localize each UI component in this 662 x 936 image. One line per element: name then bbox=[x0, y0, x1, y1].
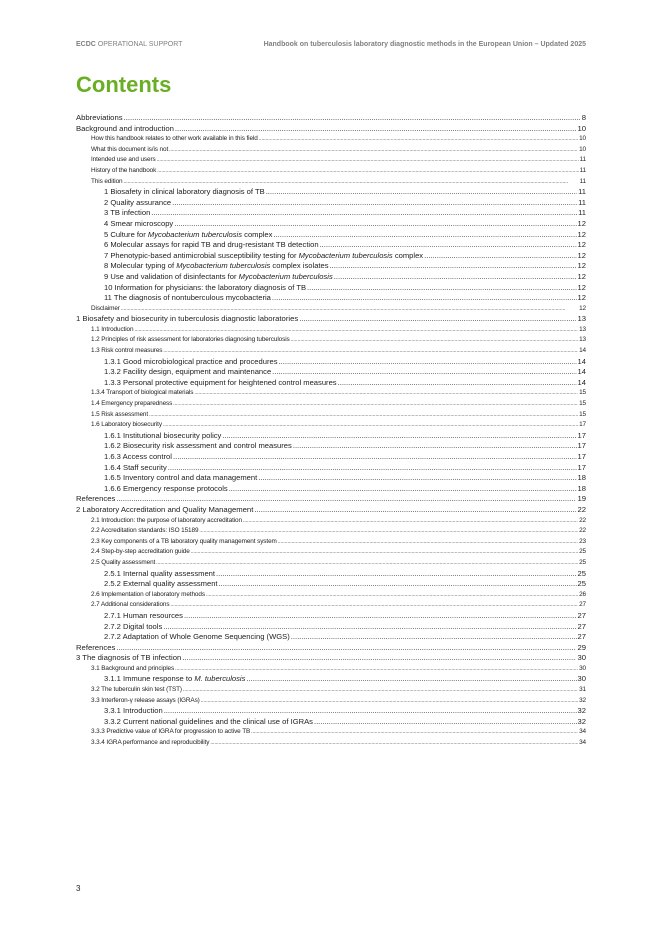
toc-leader-dots bbox=[194, 388, 578, 399]
toc-entry[interactable] bbox=[76, 632, 586, 643]
toc-entry-page: 14 bbox=[577, 377, 586, 387]
toc-entry-title: 1 Biosafety in clinical laboratory diagnosis of TB bbox=[104, 187, 265, 197]
toc-entry-title: How this handbook relates to other work available in this field bbox=[91, 135, 258, 143]
toc-entry[interactable] bbox=[76, 346, 586, 357]
toc-leader-dots bbox=[216, 569, 577, 580]
toc-entry[interactable] bbox=[76, 685, 586, 696]
toc-leader-dots bbox=[149, 410, 578, 421]
toc-entry-page: 11 bbox=[578, 197, 586, 207]
toc-leader-dots bbox=[121, 304, 578, 315]
toc-entry-title: 1.1 Introduction bbox=[91, 325, 134, 333]
toc-entry-title: This edition bbox=[91, 177, 123, 185]
toc-entry[interactable] bbox=[76, 569, 586, 580]
toc-leader-dots bbox=[123, 177, 578, 188]
toc-leader-dots bbox=[163, 420, 578, 431]
toc-entry-page: 22 bbox=[577, 504, 586, 514]
toc-entry-title: 4 Smear microscopy bbox=[104, 218, 174, 228]
toc-entry[interactable] bbox=[76, 304, 586, 315]
toc-entry-title: 7 Phenotypic-based antimicrobial susceptibility testing for Mycobacterium tuberculosis complex bbox=[104, 250, 424, 260]
toc-entry-title: 1.4 Emergency preparedness bbox=[91, 400, 173, 408]
toc-entry-title: 2.7.1 Human resources bbox=[104, 610, 183, 620]
toc-leader-dots bbox=[184, 611, 577, 622]
toc-entry-page: 22 bbox=[579, 527, 586, 535]
toc-entry[interactable] bbox=[76, 664, 586, 675]
toc-leader-dots bbox=[134, 325, 578, 336]
toc-entry-page: 11 bbox=[579, 177, 586, 185]
toc-entry-title: 2.5 Quality assessment bbox=[91, 558, 156, 566]
toc-entry-page: 12 bbox=[577, 271, 586, 281]
toc-entry-page: 17 bbox=[577, 452, 586, 461]
toc-leader-dots bbox=[157, 166, 578, 177]
toc-entry[interactable] bbox=[76, 484, 586, 495]
toc-leader-dots bbox=[183, 685, 578, 696]
toc-entry-title: 2.7.2 Adaptation of Whole Genome Sequencing (WGS) bbox=[104, 632, 290, 642]
toc-entry[interactable] bbox=[76, 283, 586, 294]
toc-entry-title: 3.3.1 Introduction bbox=[104, 706, 163, 716]
toc-leader-dots bbox=[258, 473, 576, 484]
toc-entry-page: 22 bbox=[579, 516, 586, 524]
toc-entry-page: 12 bbox=[577, 250, 586, 260]
toc-entry[interactable] bbox=[76, 187, 586, 198]
running-header bbox=[76, 41, 586, 48]
toc-entry[interactable] bbox=[76, 240, 586, 251]
toc-entry-title: 1.2 Principles of risk assessment for laboratories diagnosing tuberculosis bbox=[91, 336, 290, 344]
toc-entry-page: 11 bbox=[578, 208, 586, 218]
toc-entry[interactable] bbox=[76, 717, 586, 728]
toc-entry-page: 19 bbox=[577, 494, 586, 504]
toc-entry-page: 15 bbox=[579, 410, 586, 418]
toc-leader-dots bbox=[199, 526, 578, 537]
toc-entry-title: 2.7 Additional considerations bbox=[91, 601, 170, 609]
toc-entry-page: 17 bbox=[577, 441, 586, 451]
toc-entry-page: 13 bbox=[577, 314, 586, 324]
toc-entry-page: 14 bbox=[577, 356, 586, 366]
table-of-contents bbox=[76, 113, 586, 749]
toc-entry-title: 3.3.2 Current national guidelines and the clinical use of IGRAs bbox=[104, 716, 313, 726]
toc-leader-dots bbox=[168, 463, 577, 474]
toc-entry[interactable] bbox=[76, 134, 586, 145]
toc-entry-title: 11 The diagnosis of nontuberculous mycobacteria bbox=[104, 293, 271, 303]
toc-entry-title: 10 Information for physicians: the laboratory diagnosis of TB bbox=[104, 282, 307, 292]
toc-entry[interactable] bbox=[76, 643, 586, 654]
toc-entry-title: References bbox=[76, 494, 116, 504]
toc-leader-dots bbox=[191, 547, 578, 558]
toc-entry[interactable] bbox=[76, 452, 586, 463]
toc-entry[interactable] bbox=[76, 579, 586, 590]
toc-leader-dots bbox=[182, 653, 576, 664]
toc-entry-title: 1.5 Risk assessment bbox=[91, 410, 149, 418]
toc-leader-dots bbox=[206, 590, 578, 601]
toc-entry-page: 15 bbox=[579, 389, 586, 397]
toc-entry-page: 25 bbox=[579, 558, 586, 566]
toc-entry-page: 14 bbox=[577, 367, 586, 377]
toc-entry-page: 11 bbox=[579, 156, 586, 164]
toc-entry-title: Background and introduction bbox=[76, 123, 174, 133]
header-org: ECDC OPERATIONAL SUPPORT bbox=[76, 41, 183, 48]
toc-entry[interactable] bbox=[76, 505, 586, 516]
toc-entry[interactable] bbox=[76, 378, 586, 389]
toc-leader-dots bbox=[201, 696, 578, 707]
toc-leader-dots bbox=[124, 113, 581, 124]
toc-entry-title: 1.6.6 Emergency response protocols bbox=[104, 483, 228, 493]
toc-entry[interactable] bbox=[76, 674, 586, 685]
toc-entry[interactable] bbox=[76, 590, 586, 601]
toc-entry-page: 8 bbox=[581, 113, 586, 122]
toc-leader-dots bbox=[291, 632, 577, 643]
toc-entry-page: 27 bbox=[577, 610, 586, 620]
page-title: Contents bbox=[76, 72, 172, 97]
toc-entry-page: 30 bbox=[577, 674, 586, 684]
toc-entry-title: 3.1 Background and principles bbox=[91, 664, 175, 672]
toc-entry-page: 23 bbox=[579, 537, 586, 545]
toc-entry[interactable] bbox=[76, 388, 586, 399]
toc-entry-page: 32 bbox=[577, 716, 586, 726]
toc-leader-dots bbox=[293, 441, 577, 452]
toc-entry-page: 13 bbox=[579, 336, 586, 344]
toc-entry-page: 32 bbox=[577, 706, 586, 716]
toc-entry-page: 12 bbox=[577, 282, 586, 292]
toc-entry-title: 2 Laboratory Accreditation and Quality Management bbox=[76, 504, 254, 514]
toc-entry-page: 12 bbox=[577, 261, 586, 271]
toc-entry[interactable] bbox=[76, 155, 586, 166]
toc-leader-dots bbox=[254, 505, 576, 516]
toc-entry-title: 2.2 Accreditation standards: ISO 15189 bbox=[91, 527, 199, 535]
toc-entry[interactable] bbox=[76, 494, 586, 505]
toc-leader-dots bbox=[173, 452, 577, 463]
toc-entry-title: 3.2 The tuberculin skin test (TST) bbox=[91, 686, 182, 694]
toc-leader-dots bbox=[334, 272, 577, 283]
toc-entry-title: History of the handbook bbox=[91, 166, 157, 174]
toc-entry-title: 1.6 Laboratory biosecurity bbox=[91, 421, 162, 429]
toc-entry[interactable] bbox=[76, 335, 586, 346]
toc-entry-page: 27 bbox=[579, 601, 586, 609]
toc-entry-title: 1.6.5 Inventory control and data management bbox=[104, 473, 258, 483]
toc-entry-page: 13 bbox=[579, 325, 586, 333]
toc-leader-dots bbox=[229, 484, 577, 495]
toc-entry[interactable] bbox=[76, 293, 586, 304]
toc-entry[interactable] bbox=[76, 611, 586, 622]
toc-entry[interactable] bbox=[76, 325, 586, 336]
toc-entry[interactable] bbox=[76, 272, 586, 283]
toc-leader-dots bbox=[164, 706, 577, 717]
toc-entry-title: References bbox=[76, 642, 116, 652]
toc-entry-page: 25 bbox=[577, 568, 586, 578]
toc-entry-title: 1.3.2 Facility design, equipment and maintenance bbox=[104, 367, 272, 377]
toc-entry-title: 2.5.1 Internal quality assessment bbox=[104, 568, 216, 578]
toc-entry[interactable] bbox=[76, 431, 586, 442]
toc-entry[interactable] bbox=[76, 653, 586, 664]
toc-entry-page: 30 bbox=[577, 653, 586, 663]
toc-entry-title: 3 The diagnosis of TB infection bbox=[76, 653, 182, 663]
toc-entry-page: 34 bbox=[579, 739, 586, 747]
toc-entry-title: 3 TB infection bbox=[104, 208, 151, 218]
toc-entry-title: What this document is/is not bbox=[91, 145, 169, 153]
toc-entry-title: 1.3.1 Good microbiological practice and procedures bbox=[104, 356, 278, 366]
toc-entry-title: 2 Quality assurance bbox=[104, 197, 172, 207]
toc-entry-page: 25 bbox=[577, 579, 586, 589]
toc-leader-dots bbox=[175, 124, 577, 135]
toc-entry[interactable] bbox=[76, 399, 586, 410]
toc-leader-dots bbox=[173, 399, 578, 410]
toc-leader-dots bbox=[163, 346, 578, 357]
toc-leader-dots bbox=[299, 314, 576, 325]
toc-leader-dots bbox=[210, 738, 578, 749]
toc-entry-title: 2.3 Key components of a TB laboratory quality management system bbox=[91, 537, 277, 545]
toc-entry[interactable] bbox=[76, 124, 586, 135]
toc-entry-page: 12 bbox=[577, 240, 586, 250]
toc-entry-title: 8 Molecular typing of Mycobacterium tuberculosis complex isolates bbox=[104, 261, 329, 271]
toc-entry-title: 1.6.3 Access control bbox=[104, 452, 172, 461]
toc-entry-page: 18 bbox=[577, 483, 586, 493]
toc-entry[interactable] bbox=[76, 537, 586, 548]
toc-entry-page: 10 bbox=[577, 123, 586, 133]
toc-leader-dots bbox=[259, 134, 578, 145]
toc-leader-dots bbox=[169, 145, 578, 156]
toc-entry[interactable] bbox=[76, 600, 586, 611]
toc-entry-title: Abbreviations bbox=[76, 113, 123, 122]
toc-leader-dots bbox=[330, 261, 577, 272]
toc-entry-title: 2.1 Introduction: the purpose of laboratory accreditation bbox=[91, 516, 242, 524]
toc-entry[interactable] bbox=[76, 696, 586, 707]
toc-entry-page: 10 bbox=[579, 135, 586, 143]
toc-entry[interactable] bbox=[76, 526, 586, 537]
toc-leader-dots bbox=[338, 378, 577, 389]
toc-leader-dots bbox=[266, 187, 577, 198]
toc-entry-page: 30 bbox=[579, 664, 586, 672]
toc-leader-dots bbox=[251, 727, 578, 738]
toc-entry[interactable] bbox=[76, 727, 586, 738]
toc-entry-page: 26 bbox=[579, 590, 586, 598]
toc-entry-page: 14 bbox=[579, 347, 586, 355]
toc-leader-dots bbox=[272, 293, 577, 304]
toc-entry[interactable] bbox=[76, 219, 586, 230]
toc-entry[interactable] bbox=[76, 367, 586, 378]
toc-entry-title: 2.5.2 External quality assessment bbox=[104, 579, 218, 589]
toc-entry[interactable] bbox=[76, 463, 586, 474]
toc-entry[interactable] bbox=[76, 145, 586, 156]
toc-leader-dots bbox=[273, 230, 576, 241]
toc-entry-title: 1.6.2 Biosecurity risk assessment and control measures bbox=[104, 441, 292, 451]
toc-entry-page: 11 bbox=[578, 187, 586, 197]
toc-entry-page: 32 bbox=[579, 696, 586, 704]
toc-entry-page: 11 bbox=[579, 166, 586, 174]
toc-leader-dots bbox=[246, 674, 576, 685]
toc-entry[interactable] bbox=[76, 516, 586, 527]
toc-leader-dots bbox=[291, 335, 578, 346]
toc-leader-dots bbox=[424, 251, 576, 262]
toc-entry-title: 3.1.1 Immune response to M. tuberculosis bbox=[104, 674, 246, 684]
toc-entry[interactable] bbox=[76, 357, 586, 368]
toc-entry[interactable] bbox=[76, 558, 586, 569]
toc-entry-title: 9 Use and validation of disinfectants for Mycobacterium tuberculosis bbox=[104, 271, 333, 281]
toc-leader-dots bbox=[314, 717, 577, 728]
toc-entry[interactable] bbox=[76, 251, 586, 262]
toc-entry-title: 2.7.2 Digital tools bbox=[104, 621, 163, 631]
toc-entry-title: Intended use and users bbox=[91, 156, 156, 164]
toc-entry-title: 1 Biosafety and biosecurity in tuberculosis diagnostic laboratories bbox=[76, 314, 299, 324]
toc-entry-page: 17 bbox=[579, 421, 586, 429]
toc-entry-page: 12 bbox=[577, 229, 586, 239]
toc-leader-dots bbox=[307, 283, 577, 294]
toc-leader-dots bbox=[170, 600, 578, 611]
toc-entry-title: 2.6 Implementation of laboratory methods bbox=[91, 590, 205, 598]
toc-entry-title: 3.3.3 Predictive value of IGRA for progression to active TB bbox=[91, 728, 251, 736]
toc-leader-dots bbox=[163, 622, 576, 633]
toc-entry-title: 2.4 Step-by-step accreditation guide bbox=[91, 548, 190, 556]
toc-leader-dots bbox=[219, 579, 577, 590]
toc-leader-dots bbox=[116, 643, 576, 654]
toc-entry[interactable] bbox=[76, 166, 586, 177]
toc-entry-page: 12 bbox=[577, 293, 586, 303]
toc-leader-dots bbox=[156, 558, 578, 569]
toc-leader-dots bbox=[222, 431, 576, 442]
toc-leader-dots bbox=[278, 537, 578, 548]
toc-entry-title: 1.3.3 Personal protective equipment for heightened control measures bbox=[104, 377, 337, 387]
toc-entry[interactable] bbox=[76, 198, 586, 209]
toc-entry[interactable] bbox=[76, 441, 586, 452]
toc-leader-dots bbox=[175, 664, 578, 675]
toc-leader-dots bbox=[157, 155, 579, 166]
toc-leader-dots bbox=[151, 208, 577, 219]
toc-leader-dots bbox=[172, 198, 577, 209]
toc-entry-page: 17 bbox=[577, 430, 586, 440]
toc-entry-page: 12 bbox=[579, 304, 586, 312]
toc-entry-page: 34 bbox=[579, 728, 586, 736]
toc-entry-title: 1.3.4 Transport of biological materials bbox=[91, 389, 194, 397]
toc-entry-page: 18 bbox=[577, 473, 586, 483]
toc-entry-title: 6 Molecular assays for rapid TB and drug-resistant TB detection bbox=[104, 240, 319, 250]
toc-leader-dots bbox=[174, 219, 576, 230]
toc-entry-page: 17 bbox=[577, 462, 586, 472]
toc-entry[interactable] bbox=[76, 261, 586, 272]
toc-entry[interactable] bbox=[76, 547, 586, 558]
toc-entry[interactable] bbox=[76, 420, 586, 431]
toc-entry[interactable] bbox=[76, 314, 586, 325]
toc-entry-page: 29 bbox=[577, 642, 586, 652]
toc-entry-title: 5 Culture for Mycobacterium tuberculosis complex bbox=[104, 229, 273, 239]
toc-entry-page: 15 bbox=[579, 400, 586, 408]
page-number: 3 bbox=[76, 884, 81, 893]
toc-entry-page: 10 bbox=[579, 145, 586, 153]
toc-leader-dots bbox=[243, 516, 578, 527]
toc-entry[interactable] bbox=[76, 738, 586, 749]
toc-entry[interactable] bbox=[76, 622, 586, 633]
toc-entry-page: 27 bbox=[577, 632, 586, 642]
toc-entry-title: 1.3 Risk control measures bbox=[91, 347, 163, 355]
toc-entry-page: 31 bbox=[579, 686, 586, 694]
toc-leader-dots bbox=[116, 494, 576, 505]
toc-entry[interactable] bbox=[76, 208, 586, 219]
toc-entry-title: 1.6.4 Staff security bbox=[104, 462, 167, 472]
toc-leader-dots bbox=[279, 357, 577, 368]
toc-entry-page: 12 bbox=[577, 218, 586, 228]
toc-leader-dots bbox=[272, 367, 576, 378]
toc-entry-page: 25 bbox=[579, 548, 586, 556]
toc-entry-title: Disclaimer bbox=[91, 304, 120, 312]
toc-entry-title: 3.3 Interferon-γ release assays (IGRAs) bbox=[91, 696, 200, 704]
toc-entry[interactable] bbox=[76, 113, 586, 124]
toc-leader-dots bbox=[320, 240, 577, 251]
toc-entry-title: 3.3.4 IGRA performance and reproducibility bbox=[91, 739, 210, 747]
toc-entry[interactable] bbox=[76, 706, 586, 717]
toc-entry[interactable] bbox=[76, 177, 586, 188]
header-document-title: Handbook on tuberculosis laboratory diagnostic methods in the European Union – Updated 2025 bbox=[263, 41, 586, 48]
toc-entry-title: 1.6.1 Institutional biosecurity policy bbox=[104, 430, 222, 440]
toc-entry-page: 27 bbox=[577, 621, 586, 631]
toc-entry[interactable] bbox=[76, 473, 586, 484]
toc-entry[interactable] bbox=[76, 230, 586, 241]
toc-entry[interactable] bbox=[76, 410, 586, 421]
